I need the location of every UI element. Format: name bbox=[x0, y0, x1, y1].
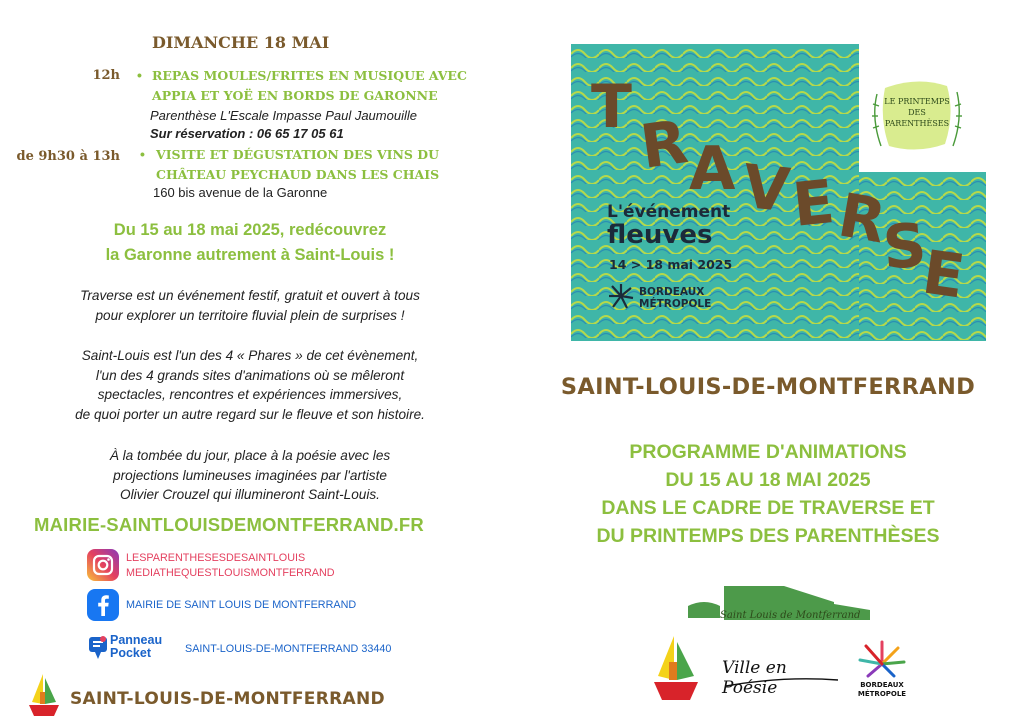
panneau-account[interactable]: SAINT-LOUIS-DE-MONTFERRAND 33440 bbox=[185, 643, 392, 655]
poster-metropole bbox=[639, 286, 711, 310]
paragraph-phares bbox=[0, 346, 500, 424]
poster-letter: T bbox=[591, 72, 632, 142]
ville-en-poesie-logo bbox=[722, 654, 840, 698]
poster-letter: S bbox=[880, 210, 929, 284]
program-title bbox=[512, 438, 1024, 550]
para-line: Saint-Louis est l'un des 4 « Phares » de cet évènement, bbox=[81, 348, 419, 363]
panneau-pocket-icon[interactable] bbox=[88, 634, 180, 664]
program-line: DU 15 AU 18 MAI 2025 bbox=[665, 469, 871, 491]
para-line: pour explorer un territoire fluvial plein de surprises ! bbox=[95, 307, 405, 323]
event-booking: Sur réservation : 06 65 17 05 61 bbox=[150, 126, 344, 141]
para-line: À la tombée du jour, place à la poésie avec les bbox=[109, 448, 391, 463]
day-title: DIMANCHE 18 MAI bbox=[152, 33, 330, 52]
printemps-badge bbox=[867, 74, 967, 162]
paragraph-intro bbox=[0, 286, 500, 325]
event-title-line: APPIA ET YOË EN BORDS DE GARONNE bbox=[152, 88, 438, 103]
metro-logo-line: MÉTROPOLE bbox=[857, 690, 907, 698]
para-line: de quoi porter un autre regard sur le fleuve et son histoire. bbox=[75, 406, 425, 422]
headline-line: Du 15 au 18 mai 2025, redécouvrez bbox=[113, 221, 387, 239]
poster-letter: E bbox=[789, 167, 838, 241]
bullet-icon: • bbox=[140, 146, 145, 162]
ville-en-poesie-text: Ville en Poésie bbox=[722, 658, 787, 698]
instagram-handle[interactable]: LESPARENTHESESDESAINTLOUIS bbox=[126, 552, 306, 564]
event-title-line: REPAS MOULES/FRITES EN MUSIQUE AVEC bbox=[152, 68, 467, 83]
panneau-logo-text: Pocket bbox=[110, 646, 151, 660]
badge-line: DES bbox=[908, 108, 926, 117]
sailboat-logo-icon bbox=[26, 672, 62, 718]
paragraph-poesie bbox=[0, 446, 500, 505]
footer-town-name: SAINT-LOUIS-DE-MONTFERRAND bbox=[70, 689, 385, 709]
para-line: l'un des 4 grands sites d'animations où se mêleront bbox=[95, 367, 405, 383]
headline bbox=[0, 218, 500, 268]
bordeaux-metropole-logo-icon bbox=[607, 282, 635, 310]
sailboat-logo-icon bbox=[650, 632, 702, 704]
metro-logo-line: BORDEAUX bbox=[860, 681, 904, 689]
event-place: 160 bis avenue de la Garonne bbox=[153, 185, 328, 200]
poster-letter: R bbox=[636, 107, 692, 183]
facebook-icon[interactable] bbox=[87, 589, 119, 621]
panneau-logo-text: Panneau bbox=[110, 633, 163, 647]
para-line: spectacles, rencontres et expériences immersives, bbox=[97, 387, 403, 402]
event-title-line: CHÂTEAU PEYCHAUD DANS LES CHAIS bbox=[156, 167, 440, 182]
event-time: de 9h30 à 13h bbox=[16, 149, 120, 164]
poster-letter: R bbox=[833, 180, 891, 258]
bordeaux-metropole-logo bbox=[854, 638, 910, 704]
facebook-account[interactable]: MAIRIE DE SAINT LOUIS DE MONTFERRAND bbox=[126, 599, 357, 611]
badge-line: PARENTHÈSES bbox=[884, 119, 950, 128]
event-time: 12h bbox=[92, 68, 120, 83]
right-panel bbox=[512, 0, 1024, 724]
program-line: DANS LE CADRE DE TRAVERSE ET bbox=[601, 497, 935, 519]
para-line: projections lumineuses imaginées par l'artiste bbox=[113, 467, 387, 483]
poster-letter: E bbox=[918, 237, 969, 313]
instagram-handle[interactable]: MEDIATHEQUESTLOUISMONTFERRAND bbox=[126, 567, 335, 579]
poster-tagline: L'événement bbox=[607, 202, 731, 222]
instagram-icon[interactable] bbox=[87, 549, 119, 581]
badge-line: LE PRINTEMPS bbox=[884, 97, 950, 106]
town-title: SAINT-LOUIS-DE-MONTFERRAND bbox=[560, 374, 976, 400]
program-line: DU PRINTEMPS DES PARENTHÈSES bbox=[596, 525, 940, 547]
event-title-line: VISITE ET DÉGUSTATION DES VINS DU bbox=[156, 147, 440, 162]
bullet-icon: • bbox=[137, 67, 142, 83]
traverse-poster bbox=[571, 44, 986, 341]
town-logo-text: Saint Louis de Montferrand bbox=[720, 610, 861, 621]
town-logo bbox=[684, 578, 874, 628]
para-line: Traverse est un événement festif, gratuit et ouvert à tous bbox=[80, 288, 420, 303]
poster-dates: 14 > 18 mai 2025 bbox=[609, 257, 733, 272]
poster-tagline-big: fleuves bbox=[607, 220, 713, 250]
poster-letter: V bbox=[739, 151, 793, 227]
program-line: PROGRAMME D'ANIMATIONS bbox=[629, 441, 907, 463]
event-place: Parenthèse L'Escale Impasse Paul Jaumouille bbox=[150, 108, 417, 123]
website-link[interactable]: MAIRIE-SAINTLOUISDEMONTFERRAND.FR bbox=[34, 514, 424, 535]
instagram-accounts bbox=[126, 551, 335, 581]
headline-line: la Garonne autrement à Saint-Louis ! bbox=[105, 246, 395, 264]
para-line: Olivier Crouzel qui illumineront Saint-Louis. bbox=[120, 487, 380, 502]
bordeaux-metropole-logo-icon bbox=[854, 638, 910, 678]
poster-metro-line: BORDEAUX bbox=[639, 286, 705, 298]
poster-letter: A bbox=[689, 134, 736, 204]
poster-metro-line: MÉTROPOLE bbox=[639, 298, 712, 310]
